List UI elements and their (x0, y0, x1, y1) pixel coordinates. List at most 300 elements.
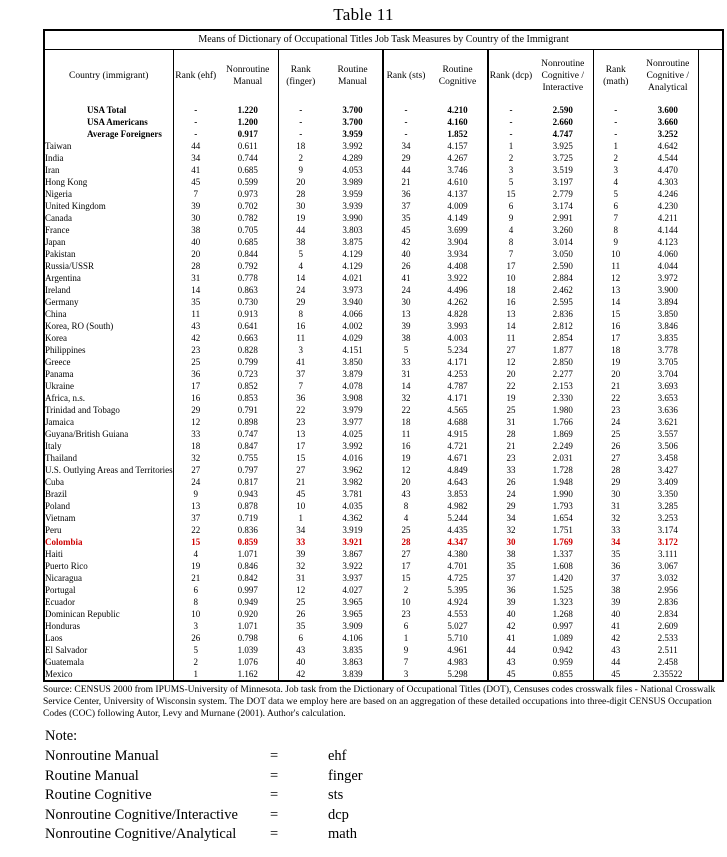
country-cell: Italy (45, 441, 62, 451)
value-cell: 2.609 (657, 621, 678, 631)
rank-cell: 17 (488, 260, 533, 272)
country-cell: Nigeria (45, 189, 72, 199)
rank-cell: 39 (383, 320, 428, 332)
country-cell: Korea (45, 333, 67, 343)
value-cell: 0.844 (237, 249, 258, 259)
note-item (45, 786, 727, 806)
rank-cell: 6 (173, 584, 218, 596)
table-row (44, 368, 723, 380)
empty-cell (698, 200, 723, 212)
value-cell: 3.746 (447, 165, 468, 175)
rank-cell: 12 (173, 416, 218, 428)
rank-cell: 1 (488, 140, 533, 152)
rank-cell: 2 (383, 584, 428, 596)
value-cell: 3.940 (342, 297, 363, 307)
note-item (45, 825, 727, 845)
value-cell: 3.922 (447, 273, 468, 283)
value-cell: 4.408 (447, 261, 468, 271)
value-cell: 1.793 (552, 501, 573, 511)
rank-cell: - (278, 116, 323, 128)
value-cell: 4.470 (657, 165, 678, 175)
value-cell: 3.965 (342, 597, 363, 607)
rank-cell: 24 (383, 284, 428, 296)
rank-cell: 16 (278, 320, 323, 332)
empty-cell (698, 152, 723, 164)
table-row (44, 200, 723, 212)
value-cell: 3.197 (552, 177, 573, 187)
empty-cell (698, 164, 723, 176)
value-cell: 0.852 (237, 381, 258, 391)
value-cell: 1.608 (552, 561, 573, 571)
empty-cell (698, 116, 723, 128)
empty-cell (698, 284, 723, 296)
empty-cell (698, 428, 723, 440)
rank-cell: 32 (278, 560, 323, 572)
rank-cell: 20 (173, 248, 218, 260)
empty-cell (698, 344, 723, 356)
rank-cell: 42 (593, 632, 638, 644)
rank-cell: - (383, 104, 428, 116)
value-cell: 2.660 (552, 117, 573, 127)
empty-cell (698, 644, 723, 656)
value-cell: 4.129 (342, 249, 363, 259)
value-cell: 3.506 (657, 441, 678, 451)
table-row (44, 116, 723, 128)
value-cell: 1.728 (552, 465, 573, 475)
value-cell: 3.700 (342, 105, 363, 115)
value-cell: 3.067 (657, 561, 678, 571)
value-cell: 3.867 (342, 549, 363, 559)
value-cell: 0.917 (237, 129, 258, 139)
country-cell: Puerto Rico (45, 561, 88, 571)
value-cell: 3.174 (657, 525, 678, 535)
country-cell: Pakistan (45, 249, 76, 259)
rank-cell: 7 (593, 212, 638, 224)
table-row (44, 320, 723, 332)
rank-cell: 22 (278, 404, 323, 416)
rank-cell: 45 (488, 668, 533, 681)
rank-cell: 14 (488, 320, 533, 332)
rank-cell: 18 (383, 416, 428, 428)
rank-cell: 8 (488, 236, 533, 248)
value-cell: 0.792 (237, 261, 258, 271)
note-equals: = (270, 767, 279, 784)
value-cell: 3.285 (657, 501, 678, 511)
empty-cell (698, 260, 723, 272)
rank-cell: 40 (383, 248, 428, 260)
value-cell: 4.157 (447, 141, 468, 151)
rank-cell: 44 (278, 224, 323, 236)
value-cell: 4.230 (657, 201, 678, 211)
value-cell: 0.702 (237, 201, 258, 211)
rank-cell: 25 (173, 356, 218, 368)
value-cell: 3.705 (657, 357, 678, 367)
value-cell: 4.828 (447, 309, 468, 319)
value-cell: 4.701 (447, 561, 468, 571)
rank-cell: 8 (173, 596, 218, 608)
country-cell: Dominican Republic (45, 609, 120, 619)
empty-cell (698, 560, 723, 572)
table-row (44, 416, 723, 428)
value-cell: 4.544 (657, 153, 678, 163)
value-cell: 2.533 (657, 633, 678, 643)
value-cell: 3.621 (657, 417, 678, 427)
rank-cell: 30 (278, 200, 323, 212)
value-cell: 0.959 (552, 657, 573, 667)
value-cell: 0.611 (237, 141, 258, 151)
value-cell: 2.590 (552, 105, 573, 115)
value-cell: 4.610 (447, 177, 468, 187)
rank-cell: 11 (173, 308, 218, 320)
table-row (44, 104, 723, 116)
value-cell: 1.162 (237, 669, 258, 679)
value-cell: 3.111 (657, 549, 678, 559)
table-row (44, 548, 723, 560)
table-row (44, 476, 723, 488)
rank-cell: 43 (593, 644, 638, 656)
value-cell: 4.642 (657, 141, 678, 151)
rank-cell: 18 (488, 284, 533, 296)
country-cell: Average Foreigners (87, 129, 162, 139)
rank-cell: 31 (488, 416, 533, 428)
note-item (45, 767, 727, 787)
value-cell: 0.836 (237, 525, 258, 535)
country-cell: Africa, n.s. (45, 393, 85, 403)
value-cell: 3.959 (342, 189, 363, 199)
table-row (44, 524, 723, 536)
rank-cell: 19 (488, 392, 533, 404)
empty-cell (698, 332, 723, 344)
empty-cell (698, 596, 723, 608)
rank-cell: 4 (278, 260, 323, 272)
table-row (44, 584, 723, 596)
rank-cell: 7 (488, 248, 533, 260)
rank-cell: 13 (173, 500, 218, 512)
note-term: Nonroutine Cognitive/Interactive (45, 806, 238, 823)
value-cell: 3.919 (342, 525, 363, 535)
value-cell: 1.766 (552, 417, 573, 427)
country-cell: Taiwan (45, 141, 72, 151)
rank-cell: 11 (383, 428, 428, 440)
rank-cell: 11 (593, 260, 638, 272)
value-cell: 3.260 (552, 225, 573, 235)
value-cell: 0.913 (237, 309, 258, 319)
value-cell: 0.817 (237, 477, 258, 487)
empty-cell (698, 104, 723, 116)
rank-cell: 43 (488, 656, 533, 668)
empty-cell (698, 224, 723, 236)
rank-cell: 34 (593, 536, 638, 548)
value-cell: 2.590 (552, 261, 573, 271)
value-cell: 2.595 (552, 297, 573, 307)
table-row (44, 452, 723, 464)
header-rank-ehf: Rank (ehf) (173, 50, 218, 105)
table-row (44, 560, 723, 572)
rank-cell: 9 (278, 164, 323, 176)
rank-cell: 21 (488, 440, 533, 452)
country-cell: Colombia (45, 537, 83, 547)
rank-cell: 34 (383, 140, 428, 152)
rank-cell: 8 (278, 308, 323, 320)
value-cell: 3.992 (342, 441, 363, 451)
rank-cell: 36 (383, 188, 428, 200)
rank-cell: 29 (593, 476, 638, 488)
rank-cell: 43 (383, 488, 428, 500)
value-cell: 2.153 (552, 381, 573, 391)
rank-cell: 17 (383, 560, 428, 572)
value-cell: 3.921 (342, 537, 363, 547)
rank-cell: 41 (173, 164, 218, 176)
rank-cell: 40 (173, 236, 218, 248)
table-row (44, 512, 723, 524)
table-row (44, 656, 723, 668)
rank-cell: 15 (488, 188, 533, 200)
value-cell: 1.337 (552, 549, 573, 559)
value-cell: 3.839 (342, 669, 363, 679)
value-cell: 0.705 (237, 225, 258, 235)
rank-cell: 21 (173, 572, 218, 584)
table-row (44, 596, 723, 608)
empty-cell (698, 404, 723, 416)
rank-cell: 20 (278, 176, 323, 188)
rank-cell: 13 (593, 284, 638, 296)
rank-cell: 41 (278, 356, 323, 368)
value-cell: 3.993 (447, 321, 468, 331)
rank-cell: 42 (173, 332, 218, 344)
value-cell: 2.462 (552, 285, 573, 295)
empty-cell (698, 440, 723, 452)
rank-cell: 17 (278, 440, 323, 452)
value-cell: 0.641 (237, 321, 258, 331)
value-cell: 5.244 (447, 513, 468, 523)
value-cell: 2.249 (552, 441, 573, 451)
note-equals: = (270, 787, 279, 804)
value-cell: 0.798 (237, 633, 258, 643)
value-cell: 0.797 (237, 465, 258, 475)
rank-cell: 24 (173, 476, 218, 488)
value-cell: 4.961 (447, 645, 468, 655)
value-cell: 4.106 (342, 633, 363, 643)
rank-cell: 16 (383, 440, 428, 452)
rank-cell: 4 (173, 548, 218, 560)
value-cell: 3.850 (342, 357, 363, 367)
country-cell: Panama (45, 369, 74, 379)
rank-cell: 40 (488, 608, 533, 620)
table-row (44, 392, 723, 404)
table-row (44, 260, 723, 272)
value-cell: 3.252 (657, 129, 678, 139)
rank-cell: 7 (173, 188, 218, 200)
rank-cell: 44 (173, 140, 218, 152)
rank-cell: - (488, 128, 533, 140)
note-term: Nonroutine Manual (45, 748, 159, 765)
rank-cell: 25 (278, 596, 323, 608)
rank-cell: - (278, 104, 323, 116)
value-cell: 0.782 (237, 213, 258, 223)
value-cell: 3.032 (657, 573, 678, 583)
rank-cell: 39 (173, 200, 218, 212)
value-cell: 2.850 (552, 357, 573, 367)
country-cell: Iran (45, 165, 60, 175)
rank-cell: 43 (173, 320, 218, 332)
rank-cell: 30 (488, 536, 533, 548)
rank-cell: 21 (593, 380, 638, 392)
rank-cell: 37 (383, 200, 428, 212)
rank-cell: 3 (593, 164, 638, 176)
page-title: Table 11 (333, 5, 394, 24)
value-cell: 2.031 (552, 453, 573, 463)
rank-cell: - (488, 104, 533, 116)
value-cell: 4.171 (447, 393, 468, 403)
empty-cell (698, 128, 723, 140)
table-row (44, 248, 723, 260)
rank-cell: 39 (593, 596, 638, 608)
rank-cell: 17 (593, 332, 638, 344)
empty-cell (698, 248, 723, 260)
value-cell: 3.253 (657, 513, 678, 523)
country-cell: Peru (45, 525, 62, 535)
rank-cell: 5 (593, 188, 638, 200)
rank-cell: 27 (383, 548, 428, 560)
value-cell: 1.268 (552, 609, 573, 619)
dot-measures-table (43, 29, 724, 682)
value-cell: 2.277 (552, 369, 573, 379)
value-cell: 4.725 (447, 573, 468, 583)
rank-cell: 38 (278, 236, 323, 248)
rank-cell: 28 (278, 188, 323, 200)
value-cell: 4.721 (447, 441, 468, 451)
note-item (45, 806, 727, 826)
rank-cell: 45 (278, 488, 323, 500)
rank-cell: 37 (173, 512, 218, 524)
rank-cell: 24 (278, 284, 323, 296)
value-cell: 2.330 (552, 393, 573, 403)
value-cell: 0.799 (237, 357, 258, 367)
rank-cell: 13 (488, 308, 533, 320)
note-abbr: math (328, 826, 357, 843)
value-cell: 3.922 (342, 561, 363, 571)
country-cell: Ukraine (45, 381, 74, 391)
value-cell: 4.982 (447, 501, 468, 511)
empty-cell (698, 188, 723, 200)
rank-cell: 45 (173, 176, 218, 188)
value-cell: 3.977 (342, 417, 363, 427)
rank-cell: 35 (593, 548, 638, 560)
value-cell: 4.496 (447, 285, 468, 295)
rank-cell: 18 (593, 344, 638, 356)
empty-cell (698, 548, 723, 560)
rank-cell: 29 (173, 404, 218, 416)
rank-cell: 28 (383, 536, 428, 548)
value-cell: 0.791 (237, 405, 258, 415)
rank-cell: 40 (278, 656, 323, 668)
value-cell: 1.420 (552, 573, 573, 583)
empty-cell (698, 452, 723, 464)
empty-cell (698, 584, 723, 596)
value-cell: 1.980 (552, 405, 573, 415)
rank-cell: - (278, 128, 323, 140)
rank-cell: 13 (383, 308, 428, 320)
value-cell: 3.557 (657, 429, 678, 439)
rank-cell: 39 (278, 548, 323, 560)
empty-cell (698, 512, 723, 524)
value-cell: 0.755 (237, 453, 258, 463)
table-row (44, 644, 723, 656)
rank-cell: 4 (488, 224, 533, 236)
value-cell: 1.869 (552, 429, 573, 439)
rank-cell: 12 (488, 356, 533, 368)
value-cell: 3.660 (657, 117, 678, 127)
table-row (44, 536, 723, 548)
value-cell: 4.078 (342, 381, 363, 391)
rank-cell: 6 (488, 200, 533, 212)
value-cell: 4.688 (447, 417, 468, 427)
value-cell: 1.877 (552, 345, 573, 355)
rank-cell: 3 (173, 620, 218, 632)
country-cell: Brazil (45, 489, 67, 499)
rank-cell: 19 (593, 356, 638, 368)
value-cell: 4.210 (447, 105, 468, 115)
rank-cell: 24 (488, 488, 533, 500)
rank-cell: 23 (383, 608, 428, 620)
rank-cell: 4 (593, 176, 638, 188)
rank-cell: 15 (593, 308, 638, 320)
rank-cell: 39 (488, 596, 533, 608)
value-cell: 2.854 (552, 333, 573, 343)
value-cell: 3.850 (657, 309, 678, 319)
value-cell: 0.719 (237, 513, 258, 523)
table-row (44, 188, 723, 200)
country-cell: Ireland (45, 285, 71, 295)
table-row (44, 404, 723, 416)
empty-cell (698, 632, 723, 644)
value-cell: 4.983 (447, 657, 468, 667)
rank-cell: 34 (278, 524, 323, 536)
country-cell: Russia/USSR (45, 261, 95, 271)
table-row (44, 500, 723, 512)
rank-cell: 10 (278, 500, 323, 512)
empty-cell (698, 392, 723, 404)
note-item (45, 747, 727, 767)
rank-cell: 5 (173, 644, 218, 656)
rank-cell: 35 (488, 560, 533, 572)
note-abbr: dcp (328, 806, 349, 823)
value-cell: 3.458 (657, 453, 678, 463)
value-cell: 4.643 (447, 477, 468, 487)
rank-cell: - (488, 116, 533, 128)
value-cell: 1.852 (447, 129, 468, 139)
rank-cell: 9 (488, 212, 533, 224)
value-cell: 3.014 (552, 237, 573, 247)
country-cell: Cuba (45, 477, 64, 487)
value-cell: 4.003 (447, 333, 468, 343)
value-cell: 0.847 (237, 441, 258, 451)
rank-cell: 13 (278, 428, 323, 440)
note-abbr: ehf (328, 748, 347, 765)
note-equals: = (270, 826, 279, 843)
rank-cell: 22 (173, 524, 218, 536)
table-row (44, 272, 723, 284)
rank-cell: 44 (593, 656, 638, 668)
value-cell: 4.565 (447, 405, 468, 415)
rank-cell: - (593, 128, 638, 140)
value-cell: 3.653 (657, 393, 678, 403)
empty-cell (698, 668, 723, 681)
rank-cell: 23 (278, 416, 323, 428)
value-cell: 3.959 (342, 129, 363, 139)
rank-cell: 12 (278, 584, 323, 596)
rank-cell: 26 (383, 260, 428, 272)
